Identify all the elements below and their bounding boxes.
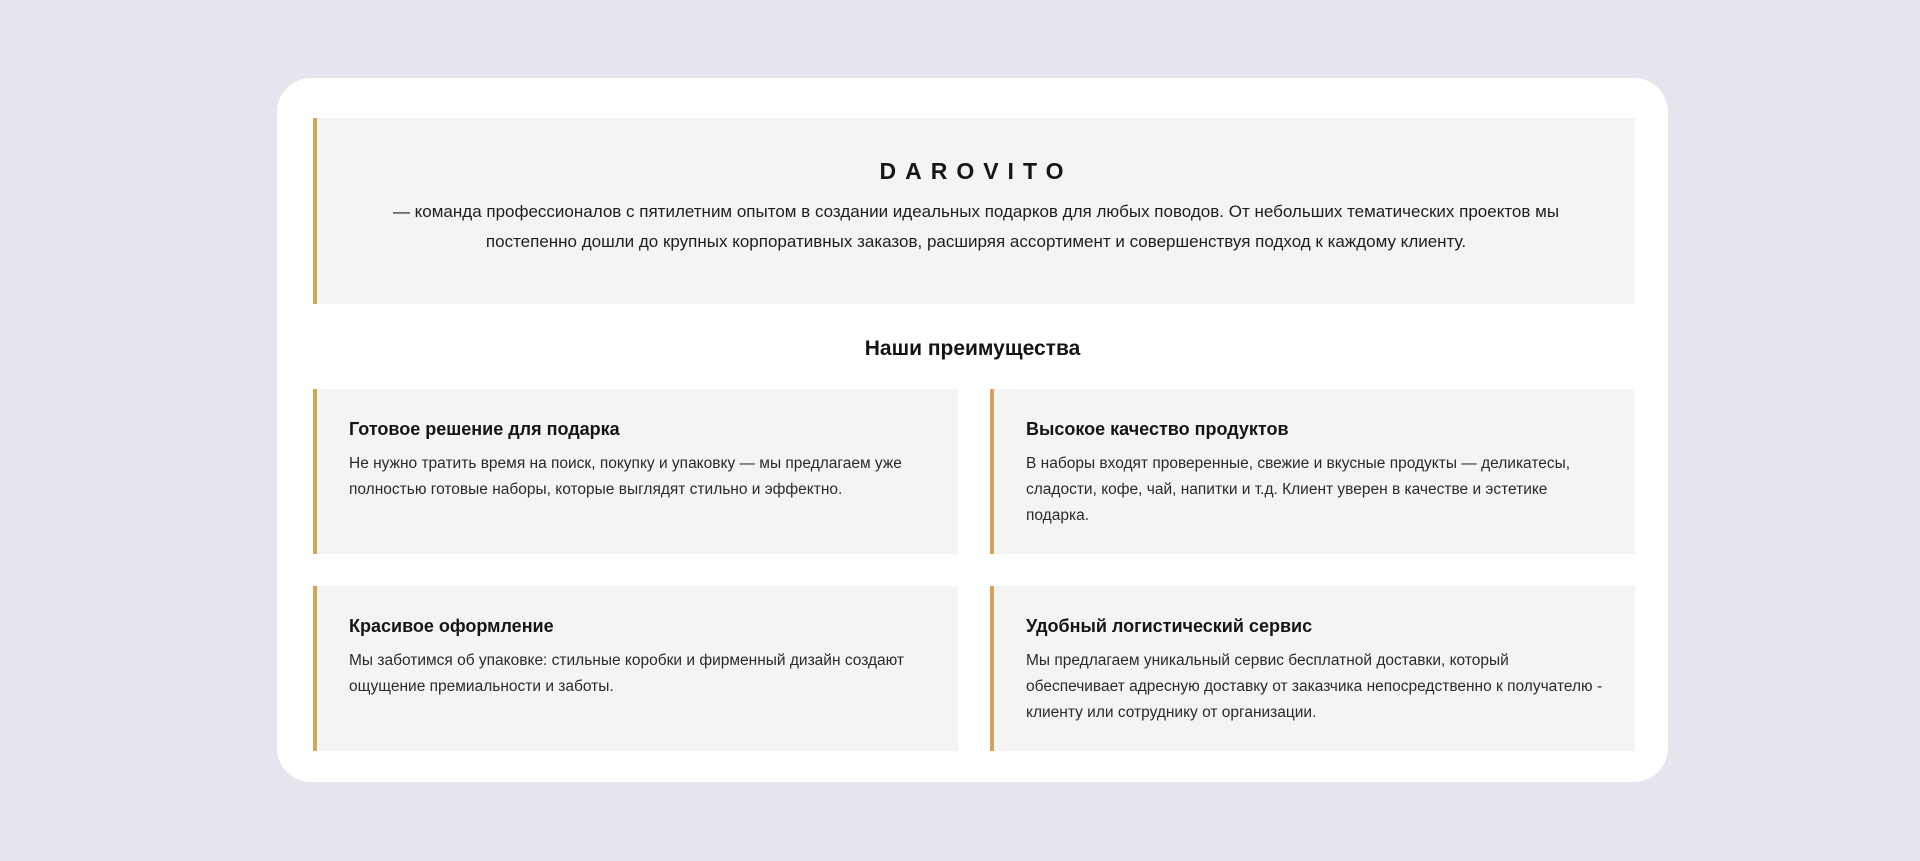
advantage-card-design	[313, 586, 958, 751]
advantage-text: Не нужно тратить время на поиск, покупку и упаковку — мы предлагаем уже полностью готовые наборы, которые выглядят стильно и эффектно.	[349, 455, 902, 498]
advantage-text: Мы заботимся об упаковке: стильные коробки и фирменный дизайн создают ощущение премиальности и заботы.	[349, 652, 905, 695]
advantage-title: Удобный логистический сервис	[1026, 616, 1313, 636]
about-card	[277, 78, 1668, 782]
advantage-title: Готовое решение для подарка	[349, 419, 620, 439]
advantage-card-logistics	[990, 586, 1635, 751]
advantage-card-quality	[990, 389, 1635, 554]
advantage-title: Красивое оформление	[349, 616, 554, 636]
advantage-card-ready-solution	[313, 389, 958, 554]
advantage-text: В наборы входят проверенные, свежие и вкусные продукты — деликатесы, сладости, кофе, чай, напитки и т.д. Клиент уверен в качестве и эстетике подарка.	[1026, 455, 1571, 524]
brand-name: DAROVITO	[879, 158, 1073, 184]
about-intro-block	[313, 118, 1635, 304]
brand-description: — команда профессионалов с пятилетним опытом в создании идеальных подарков для любых поводов. От небольших тематических проектов мы постепенно дошли до крупных корпоративных заказов, расширяя ассортимент и совершенствуя подход к каждому клиенту.	[392, 202, 1560, 251]
advantage-text: Мы предлагаем уникальный сервис бесплатной доставки, который обеспечивает адресную доставку от заказчика непосредственно к получателю - клиенту или сотруднику от организации.	[1026, 652, 1603, 721]
advantages-title: Наши преимущества	[864, 337, 1081, 360]
advantage-title: Высокое качество продуктов	[1026, 419, 1289, 439]
